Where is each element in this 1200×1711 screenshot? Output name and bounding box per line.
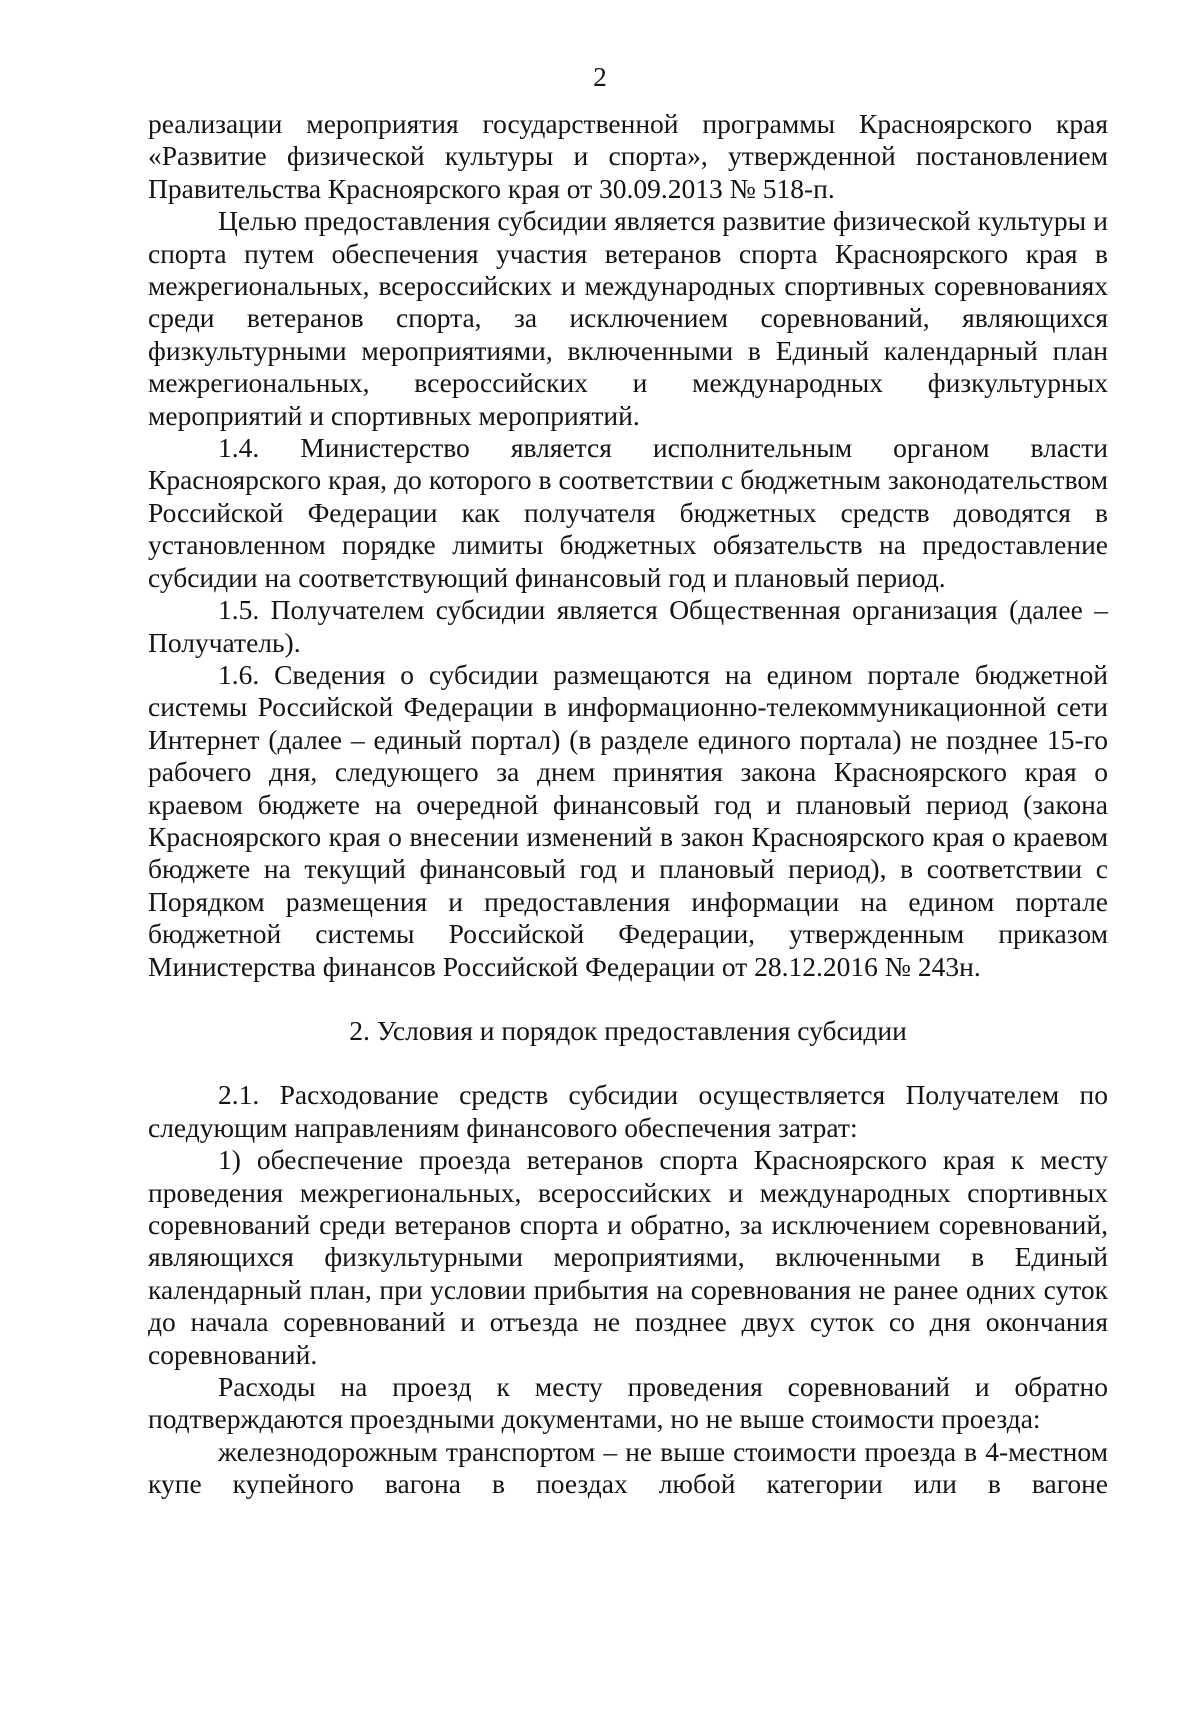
paragraph-2-1: 2.1. Расходование средств субсидии осуществляется Получателем по следующим направлениям финансового обеспечения затрат:	[148, 1079, 1108, 1143]
section-heading: 2. Условия и порядок предоставления субсидии	[349, 1014, 907, 1046]
paragraph-continuation: реализации мероприятия государственной программы Красноярского края «Развитие физической культуры и спорта», утвержденной постановлением Правительства Красноярского края от 30.09.2013 № 518-п.	[148, 108, 1108, 204]
paragraph-railway-transport: железнодорожным транспортом – не выше стоимости проезда в 4-местном купе купейного вагона в поездах любой категории или в вагоне	[148, 1435, 1108, 1500]
document-body	[148, 108, 1108, 1501]
paragraph-subsidy-goal: Целью предоставления субсидии является развитие физической культуры и спорта путем обеспечения участия ветеранов спорта Красноярского края в межрегиональных, всероссийских и международных спортивных соревнованиях среди ветеранов спорта, за исключением соревнований, являющихся физкультурными мероприятиями, включенными в Единый календарный план межрегиональных, всероссийских и международных физкультурных мероприятий и спортивных мероприятий.	[148, 205, 1108, 431]
paragraph-travel-expenses: Расходы на проезд к месту проведения соревнований и обратно подтверждаются проездными документами, но не выше стоимости проезда:	[148, 1371, 1108, 1435]
page-number: 2	[593, 62, 607, 92]
paragraph-1-4: 1.4. Министерство является исполнительным органом власти Красноярского края, до которого в соответствии с бюджетным законодательством Российской Федерации как получателя бюджетных средств доводятся в установленном порядке лимиты бюджетных обязательств на предоставление субсидии на соответствующий финансовый год и плановый период.	[148, 432, 1108, 593]
paragraph-1-5: 1.5. Получателем субсидии является Общественная организация (далее – Получатель).	[148, 594, 1108, 658]
paragraph-1-6: 1.6. Сведения о субсидии размещаются на едином портале бюджетной системы Российской Федерации в информационно-телекоммуникационной сети Интернет (далее – единый портал) (в разделе единого портала) не позднее 15-го рабочего дня, следующего за днем принятия закона Красноярского края о краевом бюджете на очередной финансовый год и плановый период (закона Красноярского края о внесении изменений в закон Красноярского края о краевом бюджете на текущий финансовый год и плановый период), в соответствии с Порядком размещения и предоставления информации на едином портале бюджетной системы Российской Федерации, утвержденным приказом Министерства финансов Российской Федерации от 28.12.2016 № 243н.	[148, 658, 1108, 982]
paragraph-2-1-item-1: 1) обеспечение проезда ветеранов спорта Красноярского края к месту проведения межрегиональных, всероссийских и международных спортивных соревнований среди ветеранов спорта и обратно, за исключением соревнований, являющихся физкультурными мероприятиями, включенными в Единый календарный план, при условии прибытия на соревнования не ранее одних суток до начала соревнований и отъезда не позднее двух суток со дня окончания соревнований.	[148, 1144, 1108, 1370]
